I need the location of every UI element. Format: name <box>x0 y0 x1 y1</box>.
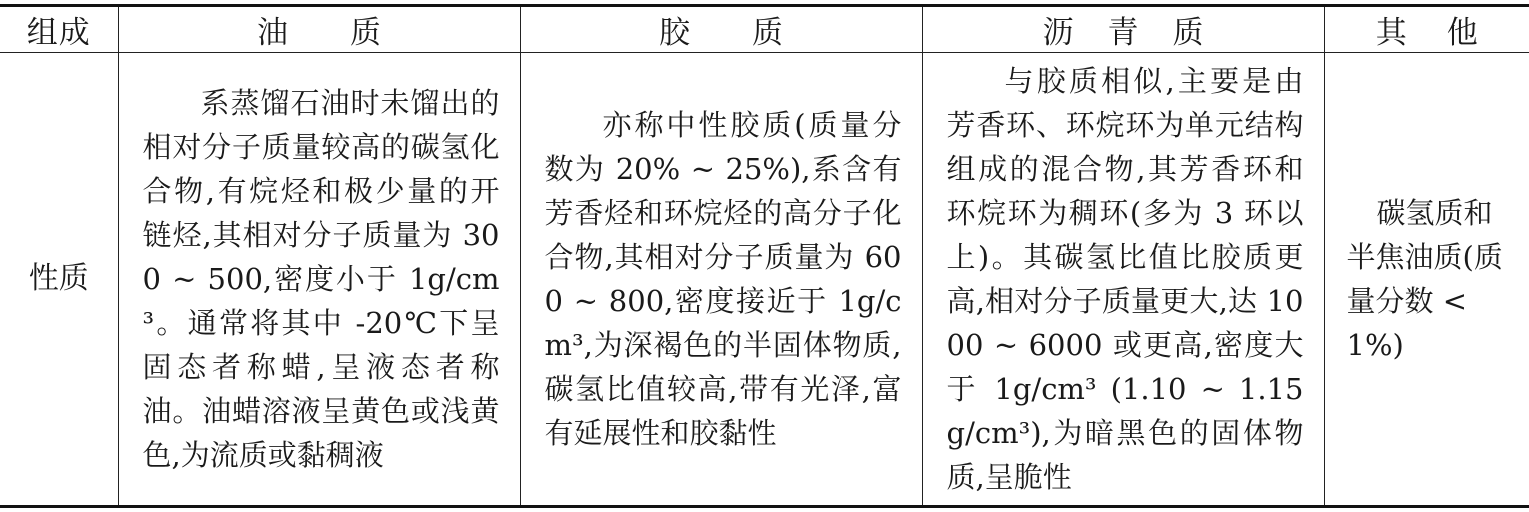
composition-table <box>0 4 1529 508</box>
cell-asphaltene <box>922 53 1324 507</box>
header-other: 其他 <box>1324 6 1529 53</box>
table-header <box>0 6 1529 53</box>
header-asphaltene: 沥青质 <box>922 6 1324 53</box>
cell-oil-text: 系蒸馏石油时未馏出的相对分子质量较高的碳氢化合物,有烷烃和极少量的开链烃,其相对分子质量为 300 ~ 500,密度小于 1g/cm³。通常将其中 -20℃下呈固态者称蜡,呈液态者称油。油蜡溶液呈黄色或浅黄色,为流质或黏稠液 <box>142 86 500 472</box>
row-label: 性质 <box>0 53 118 507</box>
header-resin: 胶质 <box>520 6 922 53</box>
table-body <box>0 53 1529 507</box>
cell-resin <box>520 53 922 507</box>
cell-resin-text: 亦称中性胶质(质量分数为 20% ~ 25%),系含有芳香烃和环烷烃的高分子化合物,其相对分子质量为 600 ~ 800,密度接近于 1g/cm³,为深褐色的半固体物质,碳氢比值较高,带有光泽,富有延展性和胶黏性 <box>544 108 902 450</box>
cell-asphaltene-text: 与胶质相似,主要是由芳香环、环烷环为单元结构组成的混合物,其芳香环和环烷环为稠环(多为 3 环以上)。其碳氢比值比胶质更高,相对分子质量更大,达 1000 ~ 6000 或更高,密度大于 1g/cm³ (1.10 ~ 1.15g/cm³),为暗黑色的固体物质,呈脆性 <box>946 64 1304 494</box>
cell-other <box>1324 53 1529 507</box>
table-row <box>0 53 1529 507</box>
cell-oil <box>118 53 520 507</box>
header-row <box>0 6 1529 53</box>
header-oil: 油质 <box>118 6 520 53</box>
header-component: 组成 <box>0 6 118 53</box>
cell-other-text: 碳氢质和半焦油质(质量分数 <1%) <box>1346 196 1503 362</box>
